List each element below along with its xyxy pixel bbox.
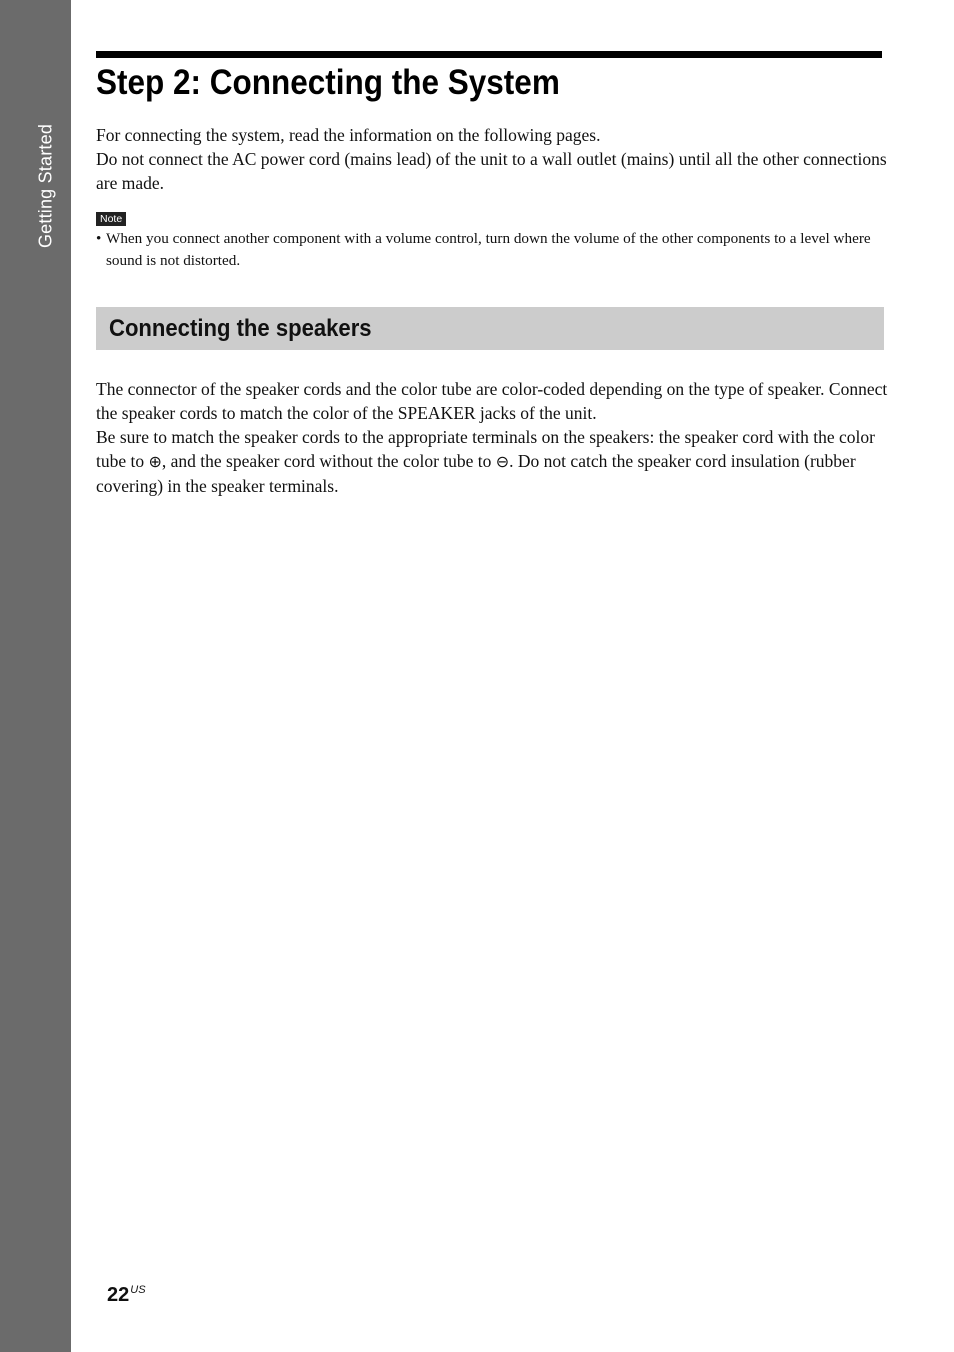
paragraph-2-text-b: , and the speaker cord without the color tube to [161,451,496,471]
intro-line-1: For connecting the system, read the information on the following pages. [96,125,601,145]
page-number-value: 22 [107,1284,130,1306]
note-text [96,228,886,272]
section-title: Connecting the speakers [109,315,372,342]
sidebar-section-label: Getting Started [35,123,56,249]
paragraph-2-text-c: . Do not catch the speaker cord insulation (rubber covering) in the speaker terminals. [96,451,856,496]
page-number [107,1284,146,1307]
sidebar-tab [0,0,71,1352]
note-bullet: • [96,230,102,247]
plus-terminal-icon: ⊕ [148,452,162,471]
paragraph-2-text-a: Be sure to match the speaker cords to the appropriate terminals on the speakers: the speaker cord with the color tube to [96,427,875,471]
title-rule [96,51,882,58]
page-number-suffix: US [130,1284,146,1297]
intro-line-2: Do not connect the AC power cord (mains lead) of the unit to a wall outlet (mains) until all the other connections are made. [96,149,887,193]
section-body [96,377,896,498]
section-paragraph-1: The connector of the speaker cords and the color tube are color-coded depending on the type of speaker. Connect the speaker cords to match the color of the SPEAKER jacks of the unit. [96,379,888,423]
page-title: Step 2: Connecting the System [96,63,560,102]
section-paragraph-2 [96,425,896,498]
intro-text [96,123,896,195]
minus-terminal-icon: ⊖ [495,452,510,471]
note-body: When you connect another component with a volume control, turn down the volume of the other components to a level where sound is not distorted. [106,230,871,269]
section-header-bar [96,307,884,350]
note-badge: Note [96,212,126,226]
